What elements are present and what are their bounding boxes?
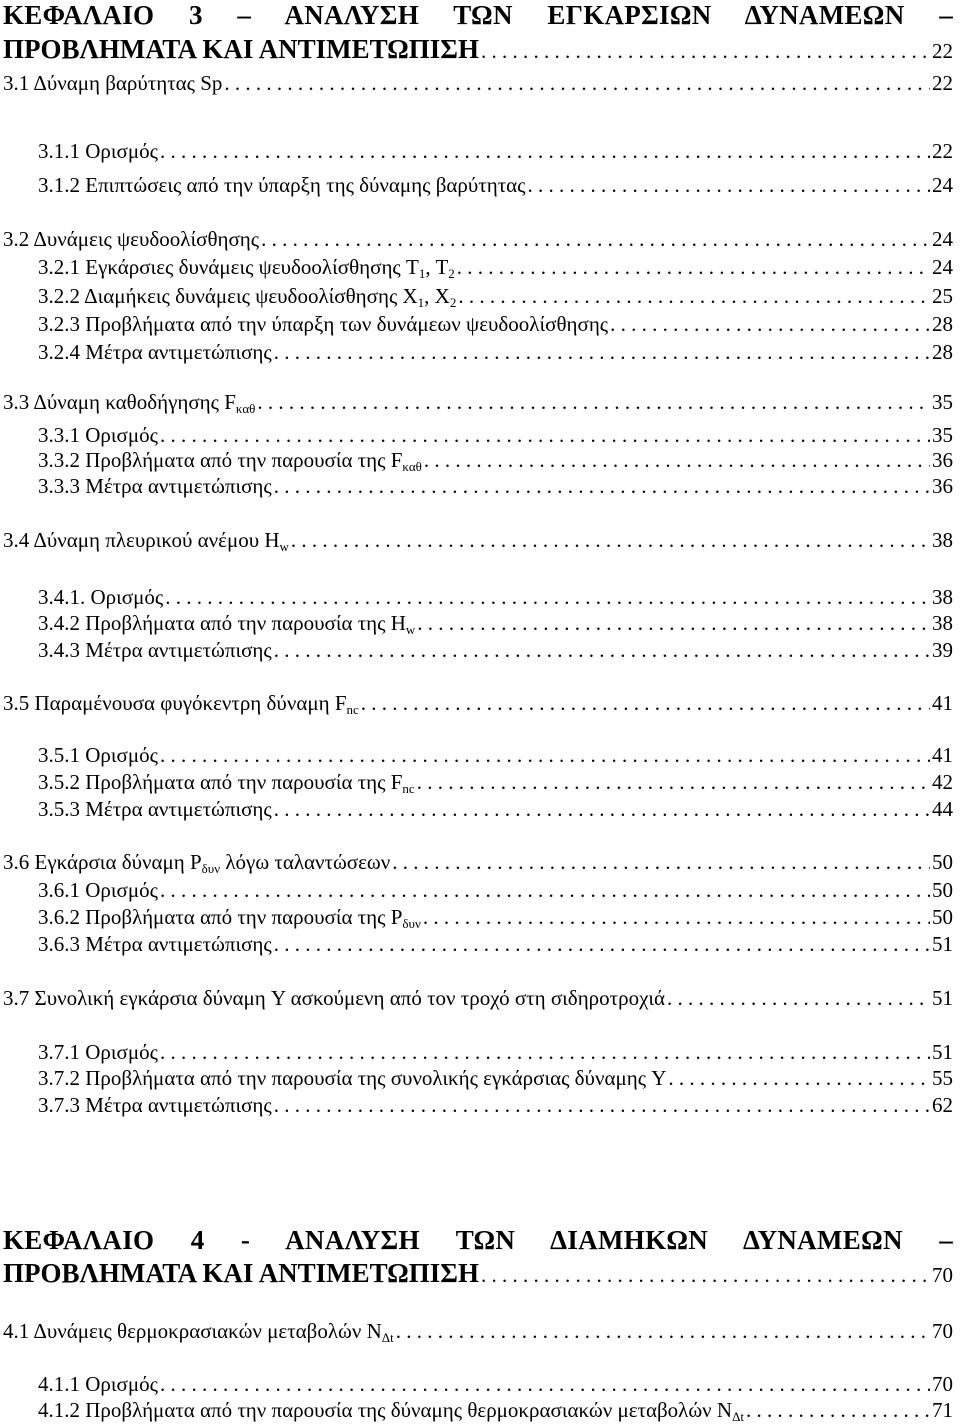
entry-title bbox=[38, 1371, 158, 1397]
toc-subsection-entry[interactable] bbox=[38, 610, 953, 636]
entry-subscript: Δt bbox=[381, 1330, 394, 1345]
entry-subscript: 2 bbox=[449, 295, 457, 310]
entry-title bbox=[3, 849, 390, 875]
entry-title bbox=[38, 1065, 666, 1091]
toc-section-entry[interactable] bbox=[3, 849, 953, 875]
entry-title bbox=[38, 769, 415, 795]
leader-dots bbox=[746, 1397, 930, 1423]
toc-subsection-entry[interactable] bbox=[38, 796, 953, 822]
chapter-4-heading-line-1: ΚΕΦΑΛΑΙΟ 4 - ΑΝΑΛΥΣΗ ΤΩΝ ΔΙΑΜΗΚΩΝ ΔΥΝΑΜΕΩΝ – bbox=[3, 1225, 953, 1255]
chapter-4-page: 70 bbox=[932, 1263, 953, 1287]
toc-subsection-entry[interactable] bbox=[38, 1065, 953, 1091]
leader-dots bbox=[274, 637, 930, 663]
leader-dots bbox=[361, 690, 930, 716]
entry-title-text: 3.4.2 Προβλήματα από την παρουσία της H bbox=[38, 611, 406, 635]
entry-subscript: Δt bbox=[732, 1409, 745, 1424]
entry-title-mid: , T bbox=[425, 255, 449, 279]
chapter-3-heading-text: ΠΡΟΒΛΗΜΑΤΑ ΚΑΙ ΑΝΤΙΜΕΤΩΠΙΣΗ bbox=[3, 34, 479, 64]
leader-dots bbox=[160, 742, 930, 768]
entry-page-number: 55 bbox=[932, 1066, 953, 1090]
toc-subsection-entry[interactable] bbox=[38, 473, 953, 499]
entry-page-number: 24 bbox=[932, 255, 953, 279]
toc-subsection-entry[interactable] bbox=[38, 1039, 953, 1065]
entry-title-text: 3.6.2 Προβλήματα από την παρουσία της P bbox=[38, 905, 403, 929]
toc-subsection-entry[interactable] bbox=[38, 931, 953, 957]
entry-title-text: 3.7.2 Προβλήματα από την παρουσία της συνολικής εγκάρσιας δύναμης Y bbox=[38, 1066, 667, 1090]
entry-subscript: καθ bbox=[235, 401, 256, 416]
leader-dots bbox=[417, 610, 930, 636]
entry-title-text: 3.2.3 Προβλήματα από την ύπαρξη των δυνάμεων ψευδοολίσθησης bbox=[38, 312, 609, 336]
leader-dots bbox=[274, 931, 930, 957]
toc-subsection-entry[interactable] bbox=[38, 283, 953, 309]
entry-title-text: 4.1 Δυνάμεις θερμοκρασιακών μεταβολών N bbox=[3, 1319, 382, 1343]
entry-title-text: 3.2.2 Διαμήκεις δυνάμεις ψευδοολίσθησης X bbox=[38, 284, 418, 308]
entry-page-number: 35 bbox=[932, 390, 953, 414]
leader-dots bbox=[274, 796, 930, 822]
entry-title bbox=[38, 254, 455, 280]
leader-dots bbox=[396, 1318, 930, 1344]
entry-subscript: καθ bbox=[402, 459, 422, 474]
entry-title bbox=[38, 138, 158, 164]
entry-page-number: 50 bbox=[932, 850, 953, 874]
leader-dots bbox=[417, 769, 930, 795]
entry-page-number: 35 bbox=[932, 423, 953, 447]
entry-page-number: 50 bbox=[932, 878, 953, 902]
entry-title-text: 3.6.1 Ορισμός bbox=[38, 878, 158, 902]
entry-title-text: 3.7.1 Ορισμός bbox=[38, 1040, 158, 1064]
entry-title-text: 3.5 Παραμένουσα φυγόκεντρη δύναμη F bbox=[3, 691, 347, 715]
entry-page-number: 51 bbox=[932, 932, 953, 956]
leader-dots bbox=[481, 38, 930, 64]
entry-subscript: nc bbox=[346, 702, 359, 717]
toc-subsection-entry[interactable] bbox=[38, 339, 953, 365]
toc-subsection-entry[interactable] bbox=[38, 877, 953, 903]
toc-subsection-entry[interactable] bbox=[38, 584, 953, 610]
entry-title-text: 3.2.1 Εγκάρσιες δυνάμεις ψευδοολίσθησης T bbox=[38, 255, 419, 279]
chapter-3-heading-line-2 bbox=[3, 36, 953, 64]
leader-dots bbox=[423, 904, 930, 930]
entry-title bbox=[38, 422, 158, 448]
entry-page-number: 28 bbox=[932, 340, 953, 364]
entry-page-number: 51 bbox=[932, 986, 953, 1010]
entry-title bbox=[38, 931, 272, 957]
entry-title bbox=[38, 637, 272, 663]
entry-subscript: 2 bbox=[448, 266, 455, 281]
leader-dots bbox=[667, 985, 930, 1011]
entry-title bbox=[38, 610, 415, 636]
leader-dots bbox=[274, 473, 930, 499]
entry-title-text: 3.4.1. Ορισμός bbox=[38, 585, 164, 609]
toc-subsection-entry[interactable] bbox=[38, 422, 953, 448]
entry-title-text: 3.3.2 Προβλήματα από την παρουσία της F bbox=[38, 448, 403, 472]
entry-title-text: 3.7 Συνολική εγκάρσια δύναμη Y ασκούμενη από τον τροχό στη σιδηροτροχιά bbox=[3, 986, 666, 1010]
leader-dots bbox=[458, 283, 930, 309]
toc-subsection-entry[interactable] bbox=[38, 1397, 953, 1423]
entry-page-number: 36 bbox=[932, 474, 953, 498]
entry-page-number: 36 bbox=[932, 448, 953, 472]
entry-page-number: 39 bbox=[932, 638, 953, 662]
toc-subsection-entry[interactable] bbox=[38, 1371, 953, 1397]
entry-page-number: 24 bbox=[932, 173, 953, 197]
toc-subsection-entry[interactable] bbox=[38, 138, 953, 164]
entry-title bbox=[38, 742, 158, 768]
toc-subsection-entry[interactable] bbox=[38, 904, 953, 930]
toc-subsection-entry[interactable] bbox=[38, 254, 953, 280]
entry-title bbox=[38, 339, 272, 365]
leader-dots bbox=[481, 1262, 930, 1288]
leader-dots bbox=[392, 849, 930, 875]
entry-page-number: 28 bbox=[932, 312, 953, 336]
entry-title bbox=[38, 877, 158, 903]
chapter-4-heading-line-2 bbox=[3, 1260, 953, 1288]
entry-subscript: 1 bbox=[418, 266, 426, 281]
entry-page-number: 62 bbox=[932, 1093, 953, 1117]
leader-dots bbox=[668, 1065, 930, 1091]
toc-subsection-entry[interactable] bbox=[38, 742, 953, 768]
entry-page-number: 25 bbox=[932, 284, 953, 308]
entry-title bbox=[38, 1397, 744, 1423]
entry-title-text: 4.1.2 Προβλήματα από την παρουσία της δύναμης θερμοκρασιακών μεταβολών N bbox=[38, 1398, 733, 1422]
entry-page-number: 44 bbox=[932, 797, 953, 821]
entry-page-number: 50 bbox=[932, 905, 953, 929]
leader-dots bbox=[160, 877, 930, 903]
entry-title bbox=[3, 527, 289, 553]
leader-dots bbox=[610, 311, 930, 337]
entry-title bbox=[3, 1318, 394, 1344]
leader-dots bbox=[457, 254, 930, 280]
entry-subscript: δυν bbox=[402, 916, 421, 931]
entry-subscript: δυν bbox=[201, 861, 221, 876]
entry-title bbox=[38, 447, 422, 473]
toc-section-entry[interactable] bbox=[3, 690, 953, 716]
entry-page-number: 22 bbox=[932, 139, 953, 163]
entry-title-text: 3.4 Δύναμη πλευρικού ανέμου H bbox=[3, 528, 280, 552]
entry-title-text: 3.5.3 Μέτρα αντιμετώπισης bbox=[38, 797, 272, 821]
entry-title bbox=[38, 584, 163, 610]
entry-title-text: 3.1 Δύναμη βαρύτητας Sp bbox=[3, 71, 223, 95]
entry-page-number: 51 bbox=[932, 1040, 953, 1064]
entry-title bbox=[38, 1039, 158, 1065]
entry-title-mid: , X bbox=[424, 284, 450, 308]
leader-dots bbox=[261, 226, 930, 252]
leader-dots bbox=[291, 527, 930, 553]
leader-dots bbox=[274, 339, 930, 365]
entry-title-text: 3.2 Δυνάμεις ψευδοολίσθησης bbox=[3, 227, 260, 251]
entry-title-text: 3.1.1 Ορισμός bbox=[38, 139, 158, 163]
toc-subsection-entry[interactable] bbox=[38, 637, 953, 663]
toc-section-entry[interactable] bbox=[3, 70, 953, 96]
entry-title bbox=[38, 796, 272, 822]
toc-section-entry[interactable] bbox=[3, 527, 953, 553]
entry-page-number: 71 bbox=[932, 1398, 953, 1422]
leader-dots bbox=[257, 389, 930, 415]
entry-page-number: 41 bbox=[932, 743, 953, 767]
entry-page-number: 70 bbox=[932, 1372, 953, 1396]
leader-dots bbox=[424, 447, 930, 473]
toc-section-entry[interactable] bbox=[3, 985, 953, 1011]
entry-title-text: 3.6.3 Μέτρα αντιμετώπισης bbox=[38, 932, 272, 956]
entry-title bbox=[3, 226, 259, 252]
entry-title bbox=[3, 389, 255, 415]
entry-title-text: 3.5.1 Ορισμός bbox=[38, 743, 158, 767]
toc-subsection-entry[interactable] bbox=[38, 769, 953, 795]
leader-dots bbox=[160, 138, 930, 164]
entry-title bbox=[38, 283, 456, 309]
entry-title bbox=[38, 473, 272, 499]
entry-title-text: 3.3.3 Μέτρα αντιμετώπισης bbox=[38, 474, 272, 498]
entry-page-number: 22 bbox=[932, 71, 953, 95]
entry-title-text: 3.5.2 Προβλήματα από την παρουσία της F bbox=[38, 770, 403, 794]
entry-title-text: 3.3 Δύναμη καθοδήγησης F bbox=[3, 390, 236, 414]
entry-title-text: 4.1.1 Ορισμός bbox=[38, 1372, 158, 1396]
entry-subscript: w bbox=[279, 539, 289, 554]
entry-title bbox=[3, 985, 665, 1011]
entry-title bbox=[38, 1092, 272, 1118]
entry-page-number: 38 bbox=[932, 585, 953, 609]
chapter-3-heading-line-1: ΚΕΦΑΛΑΙΟ 3 – ΑΝΑΛΥΣΗ ΤΩΝ ΕΓΚΑΡΣΙΩΝ ΔΥΝΑΜΕΩΝ – bbox=[3, 0, 953, 30]
leader-dots bbox=[160, 1039, 930, 1065]
entry-title bbox=[38, 904, 421, 930]
entry-page-number: 41 bbox=[932, 691, 953, 715]
entry-title bbox=[3, 690, 359, 716]
entry-title bbox=[38, 172, 525, 198]
entry-subscript: 1 bbox=[417, 295, 425, 310]
leader-dots bbox=[165, 584, 930, 610]
toc-subsection-entry[interactable] bbox=[38, 172, 953, 198]
entry-title-text: 3.3.1 Ορισμός bbox=[38, 423, 158, 447]
leader-dots bbox=[224, 70, 930, 96]
leader-dots bbox=[274, 1092, 930, 1118]
chapter-3-page: 22 bbox=[932, 39, 953, 63]
entry-title-text: 3.2.4 Μέτρα αντιμετώπισης bbox=[38, 340, 272, 364]
entry-title-text: 3.6 Εγκάρσια δύναμη P bbox=[3, 850, 202, 874]
entry-subscript: nc bbox=[402, 781, 415, 796]
leader-dots bbox=[160, 1371, 930, 1397]
entry-title bbox=[38, 311, 608, 337]
entry-title-text: 3.1.2 Επιπτώσεις από την ύπαρξη της δύναμης βαρύτητας bbox=[38, 173, 526, 197]
leader-dots bbox=[527, 172, 930, 198]
entry-page-number: 24 bbox=[932, 227, 953, 251]
entry-page-number: 42 bbox=[932, 770, 953, 794]
entry-page-number: 38 bbox=[932, 528, 953, 552]
entry-title bbox=[3, 70, 222, 96]
leader-dots bbox=[160, 422, 930, 448]
entry-title-text: 3.7.3 Μέτρα αντιμετώπισης bbox=[38, 1093, 272, 1117]
entry-subscript: w bbox=[405, 622, 416, 637]
chapter-4-heading-text: ΠΡΟΒΛΗΜΑΤΑ ΚΑΙ ΑΝΤΙΜΕΤΩΠΙΣΗ bbox=[3, 1258, 479, 1288]
toc-section-entry[interactable] bbox=[3, 226, 953, 252]
toc-subsection-entry[interactable] bbox=[38, 1092, 953, 1118]
toc-section-entry[interactable] bbox=[3, 1318, 953, 1344]
entry-title-mid: λόγω ταλαντώσεων bbox=[220, 850, 391, 874]
entry-title-text: 3.4.3 Μέτρα αντιμετώπισης bbox=[38, 638, 272, 662]
entry-page-number: 70 bbox=[932, 1319, 953, 1343]
toc-section-entry[interactable] bbox=[3, 389, 953, 415]
toc-subsection-entry[interactable] bbox=[38, 447, 953, 473]
toc-subsection-entry[interactable] bbox=[38, 311, 953, 337]
entry-page-number: 38 bbox=[932, 611, 953, 635]
